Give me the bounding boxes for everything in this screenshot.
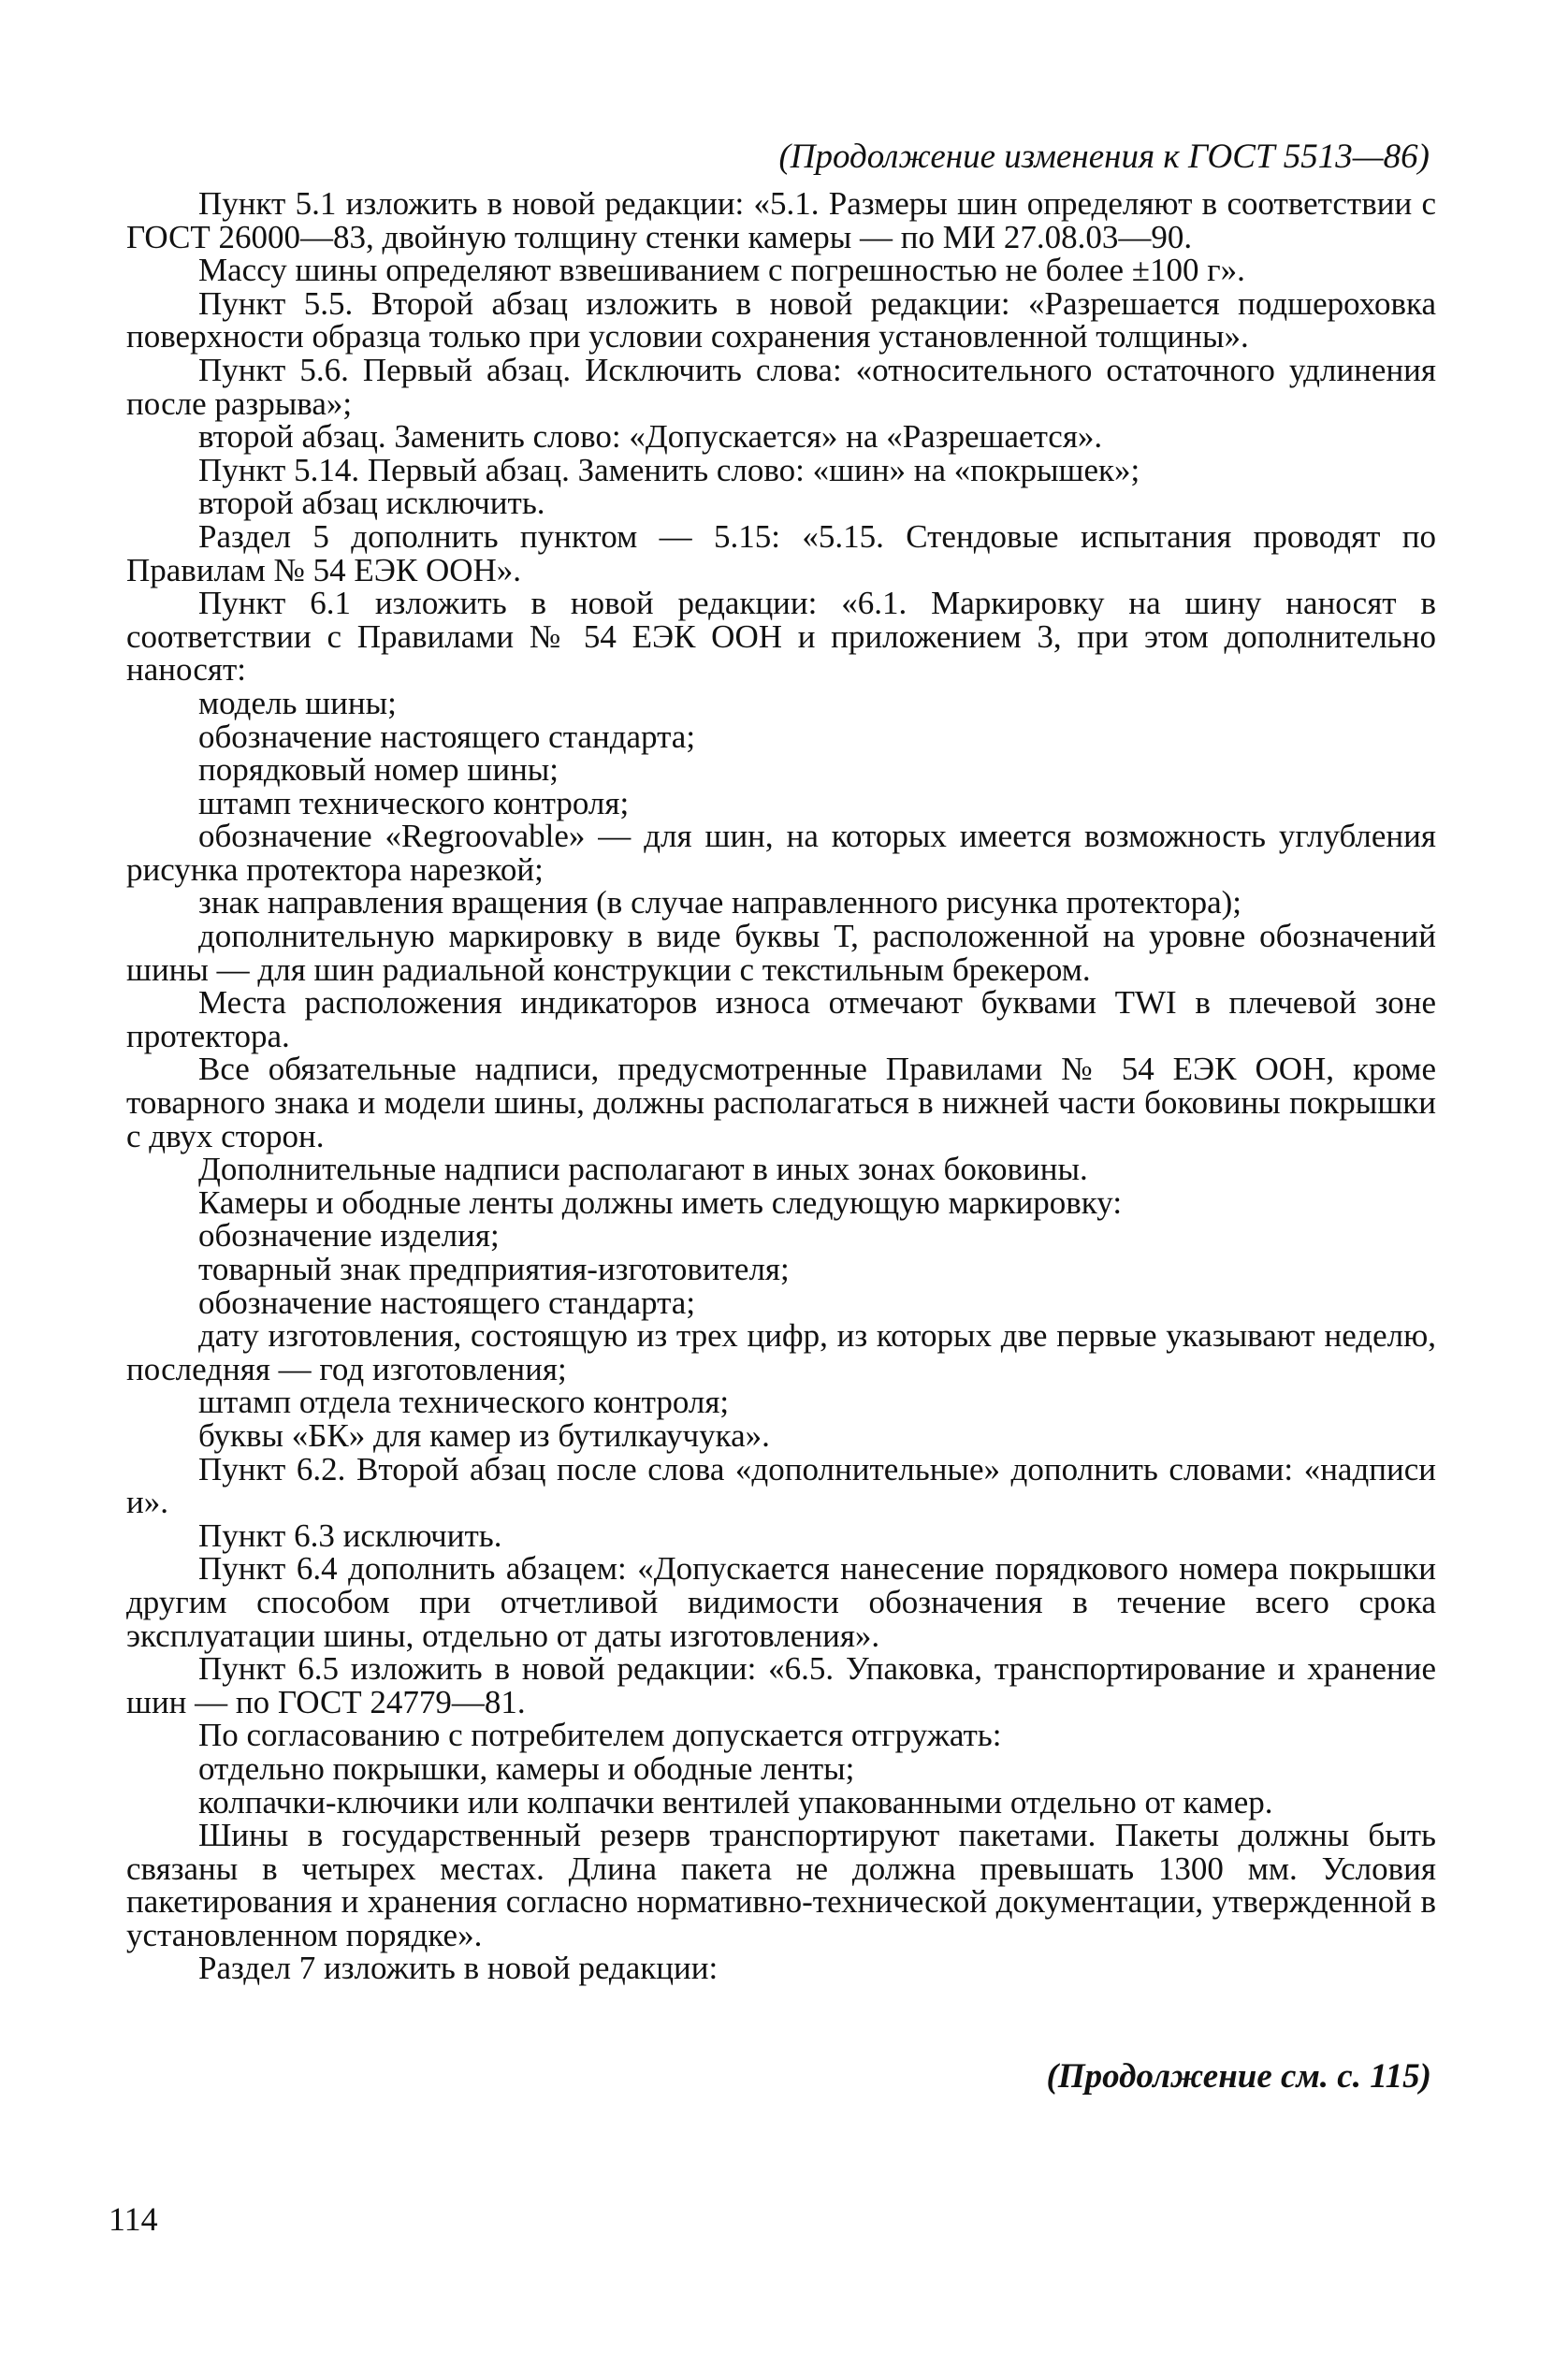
paragraph: Камеры и ободные ленты должны иметь следующую маркировку: — [198, 1183, 1123, 1221]
list-item: обозначение настоящего стандарта; — [198, 1284, 696, 1321]
list-item: колпачки-ключики или колпачки вентилей упакованными отдельно от камер. — [198, 1783, 1273, 1821]
list-item: штамп технического контроля; — [198, 784, 630, 821]
paragraph: Пункт 6.4 дополнить абзацем: «Допускается нанесение порядкового номера покрышки другим способом при отчетливой видимости обозначения в течение всего срока эксплуатации шины, отдельно от даты изготовления». — [126, 1550, 1436, 1654]
paragraph: Пункт 6.5 изложить в новой редакции: «6.5. Упаковка, транспортирование и хранение шин — по ГОСТ 24779—81. — [126, 1650, 1436, 1720]
paragraph: Раздел 5 дополнить пунктом — 5.15: «5.15. Стендовые испытания проводят по Правилам № 54 ЕЭК ООН». — [126, 517, 1436, 588]
paragraph: По согласованию с потребителем допускается отгружать: — [198, 1717, 1002, 1754]
paragraph: второй абзац исключить. — [198, 485, 545, 522]
continuation-footer: (Продолжение см. с. 115) — [1046, 2057, 1431, 2096]
paragraph: Шины в государственный резерв транспортируют пакетами. Пакеты должны быть связаны в четырех местах. Длина пакета не должна превышать 1300 мм. Условия пакетирования и хранения согласно нормативно-технической документации, утвержденной в установленном порядке». — [126, 1817, 1436, 1953]
page-number: 114 — [109, 2200, 158, 2238]
continuation-header: (Продолжение изменения к ГОСТ 5513—86) — [778, 138, 1430, 176]
list-item: буквы «БК» для камер из бутилкаучука». — [198, 1416, 770, 1454]
list-item: товарный знак предприятия-изготовителя; — [198, 1251, 790, 1287]
list-item: дополнительную маркировку в виде буквы Т, расположенной на уровне обозначений шины — для шин радиальной конструкции с текстильным брекером. — [126, 918, 1436, 988]
document-body — [126, 187, 1436, 1985]
paragraph: Дополнительные надписи располагают в иных зонах боковины. — [198, 1151, 1088, 1188]
list-item: обозначение изделия; — [198, 1217, 500, 1255]
list-item: дату изготовления, состоящую из трех цифр, из которых две первые указывают неделю, последняя — год изготовления; — [126, 1317, 1436, 1387]
list-item: отдельно покрышки, камеры и ободные ленты; — [198, 1749, 855, 1787]
list-item: знак направления вращения (в случае направленного рисунка протектора); — [198, 884, 1242, 921]
paragraph: Пункт 5.6. Первый абзац. Исключить слова: «относительного остаточного удлинения после разрыва»; — [126, 351, 1436, 422]
paragraph: Все обязательные надписи, предусмотренные Правилами № 54 ЕЭК ООН, кроме товарного знака и модели шины, должны располагаться в нижней части боковины покрышки с двух сторон. — [126, 1051, 1436, 1154]
list-item: обозначение «Regroovable» — для шин, на которых имеется возможность углубления рисунка протектора нарезкой; — [126, 818, 1436, 888]
paragraph: Места расположения индикаторов износа отмечают буквами TWI в плечевой зоне протектора. — [126, 984, 1436, 1054]
paragraph: Массу шины определяют взвешиванием с погрешностью не более ±100 г». — [198, 252, 1245, 289]
paragraph: Пункт 5.1 изложить в новой редакции: «5.1. Размеры шин определяют в соответствии с ГОСТ 26000—83, двойную толщину стенки камеры — по МИ 27.08.03—90. — [126, 185, 1436, 255]
paragraph: второй абзац. Заменить слово: «Допускается» на «Разрешается». — [198, 418, 1103, 456]
paragraph: Раздел 7 изложить в новой редакции: — [198, 1950, 719, 1987]
list-item: штамп отдела технического контроля; — [198, 1384, 730, 1421]
list-item: модель шины; — [198, 684, 397, 721]
list-item: порядковый номер шины; — [198, 751, 559, 789]
paragraph: Пункт 6.2. Второй абзац после слова «дополнительные» дополнить словами: «надписи и». — [126, 1450, 1436, 1521]
paragraph: Пункт 6.1 изложить в новой редакции: «6.1. Маркировку на шину наносят в соответствии с Правилами № 54 ЕЭК ООН и приложением 3, при этом дополнительно наносят: — [126, 585, 1436, 689]
paragraph: Пункт 5.14. Первый абзац. Заменить слово: «шин» на «покрышек»; — [198, 451, 1140, 488]
list-item: обозначение настоящего стандарта; — [198, 718, 696, 755]
paragraph: Пункт 6.3 исключить. — [198, 1516, 502, 1554]
paragraph: Пункт 5.5. Второй абзац изложить в новой редакции: «Разрешается подшероховка поверхности образца только при условии сохранения установленной толщины». — [126, 284, 1436, 355]
